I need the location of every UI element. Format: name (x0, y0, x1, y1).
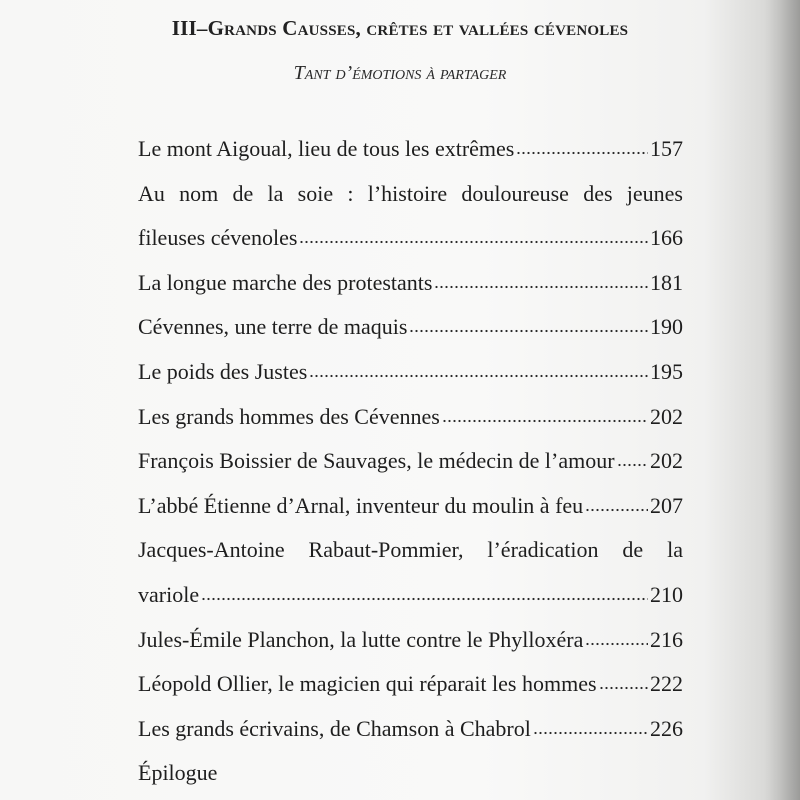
dot-leader (442, 403, 648, 425)
toc-entry-page: 157 (650, 136, 683, 161)
dot-leader (585, 492, 648, 514)
toc-entry-title: fileuses cévenoles (138, 225, 298, 251)
toc-entry-title: Le mont Aigoual, lieu de tous les extrêmes (138, 136, 515, 161)
toc-entry-page: 226 (650, 715, 683, 741)
toc-entry-arnal (138, 484, 683, 529)
toc-entry-epilogue (138, 751, 683, 796)
toc-entry-protestants (138, 261, 683, 306)
toc-entry-title: L’abbé Étienne d’Arnal, inventeur du moulin à feu (138, 492, 584, 518)
section-title: III–Grands Causses, crêtes et vallées cévenoles (171, 16, 629, 40)
toc-entry-title: Le poids des Justes (138, 358, 308, 384)
toc-entry-title: Cévennes, une terre de maquis (138, 314, 408, 340)
toc-entry-title: Les grands écrivains, de Chamson à Chabrol (138, 715, 531, 741)
dot-leader (585, 626, 648, 648)
toc-entry-page: 202 (650, 448, 683, 474)
dot-leader (309, 358, 648, 380)
toc-entry-title: Épilogue (138, 760, 218, 786)
toc-entry-soie-line-1 (138, 172, 683, 217)
toc-entry-planchon (138, 618, 683, 663)
toc-entry-page: 207 (650, 492, 683, 518)
toc-entry-title: La longue marche des protestants (138, 269, 433, 295)
toc-entry-title: Les grands hommes des Cévennes (138, 403, 440, 429)
toc-entry-page: 181 (650, 269, 683, 295)
toc-entry-page: 166 (650, 225, 683, 251)
toc-entry-boissier (138, 439, 683, 484)
toc-entry-title: Jules-Émile Planchon, la lutte contre le Phylloxéra (138, 626, 584, 652)
toc-entry-justes (138, 350, 683, 395)
dot-leader (533, 715, 648, 737)
toc-entry-ollier (138, 662, 683, 707)
toc-entry-ecrivains (138, 707, 683, 752)
dot-leader (617, 447, 648, 469)
section-subtitle: Tant d’émotions à partager (293, 62, 507, 84)
toc-entry-title: François Boissier de Sauvages, le médecin de l’amour (138, 448, 615, 474)
dot-leader (516, 135, 648, 157)
toc-entry-page: 210 (650, 581, 683, 607)
dot-leader (201, 581, 648, 603)
toc-entry-rabaut-line-1 (138, 528, 683, 573)
toc-entry-soie-line-2 (138, 216, 683, 261)
toc-entry-title: Jacques-Antoine Rabaut-Pommier, l’éradication de la (138, 537, 683, 563)
toc-entry-title: Léopold Ollier, le magicien qui réparait les hommes (138, 671, 597, 697)
toc-entry-title: Au nom de la soie : l’histoire douloureuse des jeunes (138, 180, 683, 206)
dot-leader (599, 670, 648, 692)
toc-entry-rabaut-line-2 (138, 573, 683, 618)
dot-leader (299, 224, 648, 246)
toc-entry-grands-hommes (138, 395, 683, 440)
toc-entry-page: 222 (650, 671, 683, 697)
page-gutter-shadow (764, 0, 800, 800)
table-of-contents (138, 127, 683, 796)
toc-entry-title: variole (138, 581, 200, 607)
toc-entry-page: 190 (650, 314, 683, 340)
toc-entry-page: 216 (650, 626, 683, 652)
dot-leader (409, 313, 648, 335)
dot-leader (434, 269, 648, 291)
toc-entry-page: 202 (650, 403, 683, 429)
toc-entry-aigoual (138, 127, 683, 172)
toc-entry-maquis (138, 305, 683, 350)
toc-entry-page: 195 (650, 358, 683, 384)
